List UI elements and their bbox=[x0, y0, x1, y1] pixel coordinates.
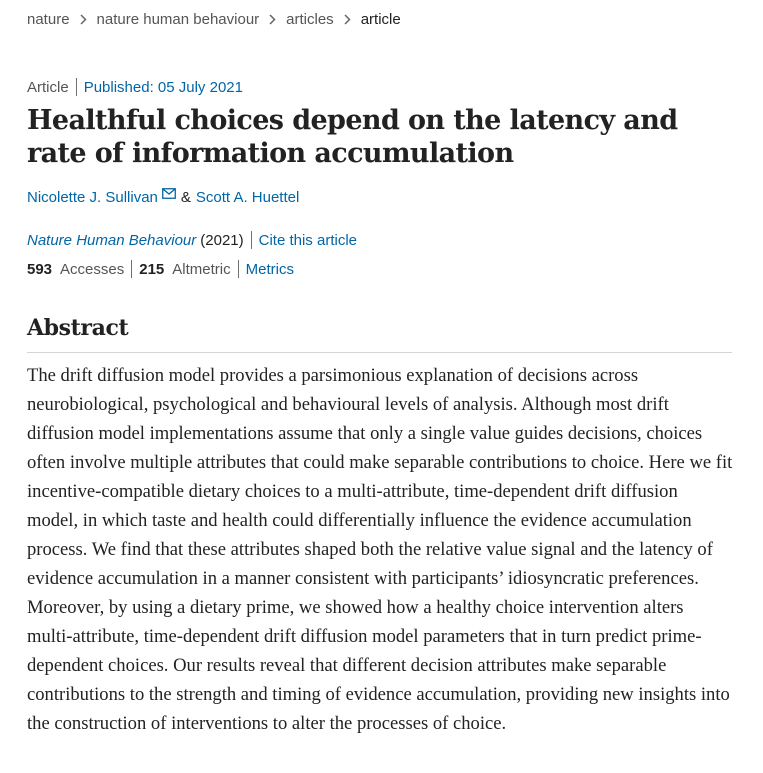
accesses-label: Accesses bbox=[60, 260, 125, 278]
journal-line bbox=[27, 231, 357, 249]
chevron-right-icon bbox=[269, 14, 276, 25]
divider bbox=[251, 231, 252, 249]
divider bbox=[131, 260, 132, 278]
journal-name-link[interactable]: Nature Human Behaviour bbox=[27, 231, 197, 249]
altmetric-count: 215 bbox=[139, 260, 165, 278]
breadcrumb-current: article bbox=[360, 11, 401, 28]
article-type: Article bbox=[27, 78, 69, 96]
mail-icon[interactable] bbox=[162, 186, 176, 203]
accesses-count: 593 bbox=[27, 260, 53, 278]
author-separator: & bbox=[180, 189, 191, 206]
author-link-huettel[interactable]: Scott A. Huettel bbox=[195, 189, 300, 206]
breadcrumb-item-nature[interactable]: nature bbox=[27, 11, 70, 28]
metrics-link[interactable]: Metrics bbox=[245, 260, 294, 278]
article-title: Healthful choices depend on the latency and rate of information accumulation bbox=[27, 105, 678, 169]
breadcrumb-item-journal[interactable]: nature human behaviour bbox=[96, 11, 260, 28]
metrics-line bbox=[27, 260, 294, 278]
abstract-heading: Abstract bbox=[27, 315, 129, 341]
divider bbox=[76, 78, 77, 96]
abstract-divider bbox=[27, 352, 732, 353]
divider bbox=[238, 260, 239, 278]
author-list bbox=[27, 189, 299, 206]
breadcrumb-item-articles[interactable]: articles bbox=[286, 11, 334, 28]
altmetric-label: Altmetric bbox=[172, 260, 231, 278]
publication-year: (2021) bbox=[200, 231, 244, 249]
chevron-right-icon bbox=[344, 14, 351, 25]
published-date[interactable]: Published: 05 July 2021 bbox=[83, 78, 243, 96]
article-type-line bbox=[27, 78, 243, 96]
author-link-sullivan[interactable]: Nicolette J. Sullivan bbox=[27, 189, 158, 206]
abstract-text: The drift diffusion model provides a parsimonious explanation of decisions across neurobiological, psychological and behavioural levels of analysis. Although most drift diffusion model implementations assume that only a single value guides decisions, choices often involve multiple attributes that could make separable contributions to choice. Here we fit incentive-compatible dietary choices to a multi-attribute, time-dependent drift diffusion model, in which taste and health could differentially influence the evidence accumulation process. We find that these attributes shaped both the relative value signal and the latency of evidence accumulation in a manner consistent with participants’ idiosyncratic preferences. Moreover, by using a dietary prime, we showed how a healthy choice intervention alters multi-attribute, time-dependent drift diffusion model parameters that in turn predict prime-dependent choices. Our results reveal that different decision attributes make separable contributions to the strength and timing of evidence accumulation, providing new insights into the construction of interventions to alter the processes of choice. bbox=[27, 365, 733, 734]
cite-article-link[interactable]: Cite this article bbox=[258, 231, 357, 249]
chevron-right-icon bbox=[80, 14, 87, 25]
breadcrumb bbox=[27, 11, 401, 28]
